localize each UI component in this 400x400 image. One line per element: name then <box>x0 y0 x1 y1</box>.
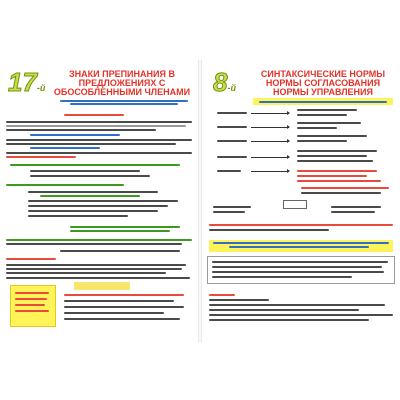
rule-line <box>10 164 180 166</box>
text-line <box>6 264 186 266</box>
diagram-rule <box>297 180 381 182</box>
text-line <box>64 318 180 320</box>
page-title-left: ЗНАКИ ПРЕПИНАНИЯ В ПРЕДЛОЖЕНИЯХ С ОБОСОБЛЕННЫМИ ЧЛЕНАМИ <box>53 69 191 97</box>
diagram-branch-right <box>331 206 381 208</box>
box-line <box>212 261 388 263</box>
diagram-term <box>217 140 247 142</box>
highlight-line <box>229 246 369 248</box>
text-line <box>6 139 192 141</box>
text-line <box>6 277 190 279</box>
text-line <box>64 294 184 296</box>
text-line <box>64 300 174 302</box>
diagram-rule <box>297 135 367 137</box>
right-page <box>201 60 400 342</box>
text-line <box>6 129 156 131</box>
diagram-rule <box>297 155 367 157</box>
text-line <box>28 191 158 193</box>
diagram-term <box>217 112 247 114</box>
diagram-arrow <box>251 127 289 128</box>
highlight-label <box>74 282 130 290</box>
rule-line <box>70 226 180 228</box>
lesson-number-value: 17 <box>8 67 37 97</box>
diagram-term <box>217 126 247 128</box>
diagram-arrow <box>251 171 289 172</box>
text-line <box>30 170 140 172</box>
text-line <box>28 200 178 202</box>
rule-heading <box>6 184 124 186</box>
subtitle-line <box>259 101 387 103</box>
highlight-line <box>213 242 389 244</box>
diagram-rule <box>297 127 337 129</box>
text-line <box>30 175 150 177</box>
diagram-arrow <box>251 141 289 142</box>
text-line <box>301 192 381 194</box>
subtitle-line <box>60 100 188 102</box>
lesson-number-suffix: -й <box>36 83 46 93</box>
note-line <box>15 304 45 306</box>
diagram-arrow <box>251 157 289 158</box>
text-line <box>301 187 389 189</box>
lesson-number-right <box>213 68 236 102</box>
diagram-rule <box>297 150 377 152</box>
text-line <box>64 312 164 314</box>
diagram-rule <box>297 109 357 111</box>
text-line <box>6 243 182 245</box>
text-line <box>28 205 168 207</box>
subtitle-band <box>253 98 393 105</box>
text-line <box>209 229 329 231</box>
diagram-rule <box>297 170 377 172</box>
diagram-term <box>217 170 241 172</box>
diagram-rule <box>297 175 367 177</box>
section-heading <box>209 294 235 296</box>
rule-line <box>70 230 170 232</box>
subtitle-line <box>70 103 178 105</box>
text-line <box>6 268 182 270</box>
text-line <box>30 134 120 136</box>
text-line <box>6 272 166 274</box>
text-line <box>6 239 192 241</box>
note-line <box>15 310 49 312</box>
box-line <box>212 266 382 268</box>
box-line <box>212 276 352 278</box>
book-spread <box>0 60 400 342</box>
diagram-node <box>283 200 307 209</box>
text-line <box>209 314 393 316</box>
text-line <box>28 215 128 217</box>
text-line <box>40 195 140 197</box>
text-line <box>60 250 180 252</box>
text-line <box>30 147 100 149</box>
lesson-number-suffix: -й <box>227 83 236 93</box>
text-line <box>209 224 393 226</box>
text-line <box>64 306 184 308</box>
section-heading <box>64 114 124 116</box>
diagram-rule <box>297 160 373 162</box>
diagram-branch-left <box>213 211 245 213</box>
note-line <box>15 298 47 300</box>
diagram-rule <box>297 122 361 124</box>
diagram-branch-right <box>331 211 375 213</box>
text-line <box>6 125 186 127</box>
page-title-right: СИНТАКСИЧЕСКИЕ НОРМЫ НОРМЫ СОГЛАСОВАНИЯ НОРМЫ УПРАВЛЕНИЯ <box>260 69 386 97</box>
highlight-band <box>209 240 393 252</box>
text-line <box>28 210 158 212</box>
text-line <box>209 309 359 311</box>
rule-box <box>207 256 395 284</box>
text-line <box>6 143 176 145</box>
lesson-number-value: 8 <box>213 67 228 97</box>
note-box <box>10 285 56 327</box>
text-line <box>6 121 192 123</box>
text-line <box>6 156 76 158</box>
diagram-rule <box>297 140 347 142</box>
diagram-branch-left <box>213 206 251 208</box>
lesson-number-left <box>8 68 45 102</box>
diagram-term <box>217 156 247 158</box>
text-line <box>6 152 192 154</box>
diagram-rule <box>297 114 347 116</box>
section-heading <box>6 258 56 260</box>
text-line <box>209 304 385 306</box>
left-page <box>0 60 199 342</box>
text-line <box>209 299 269 301</box>
box-line <box>212 271 384 273</box>
diagram-arrow <box>251 113 289 114</box>
text-line <box>209 319 369 321</box>
note-line <box>15 292 49 294</box>
